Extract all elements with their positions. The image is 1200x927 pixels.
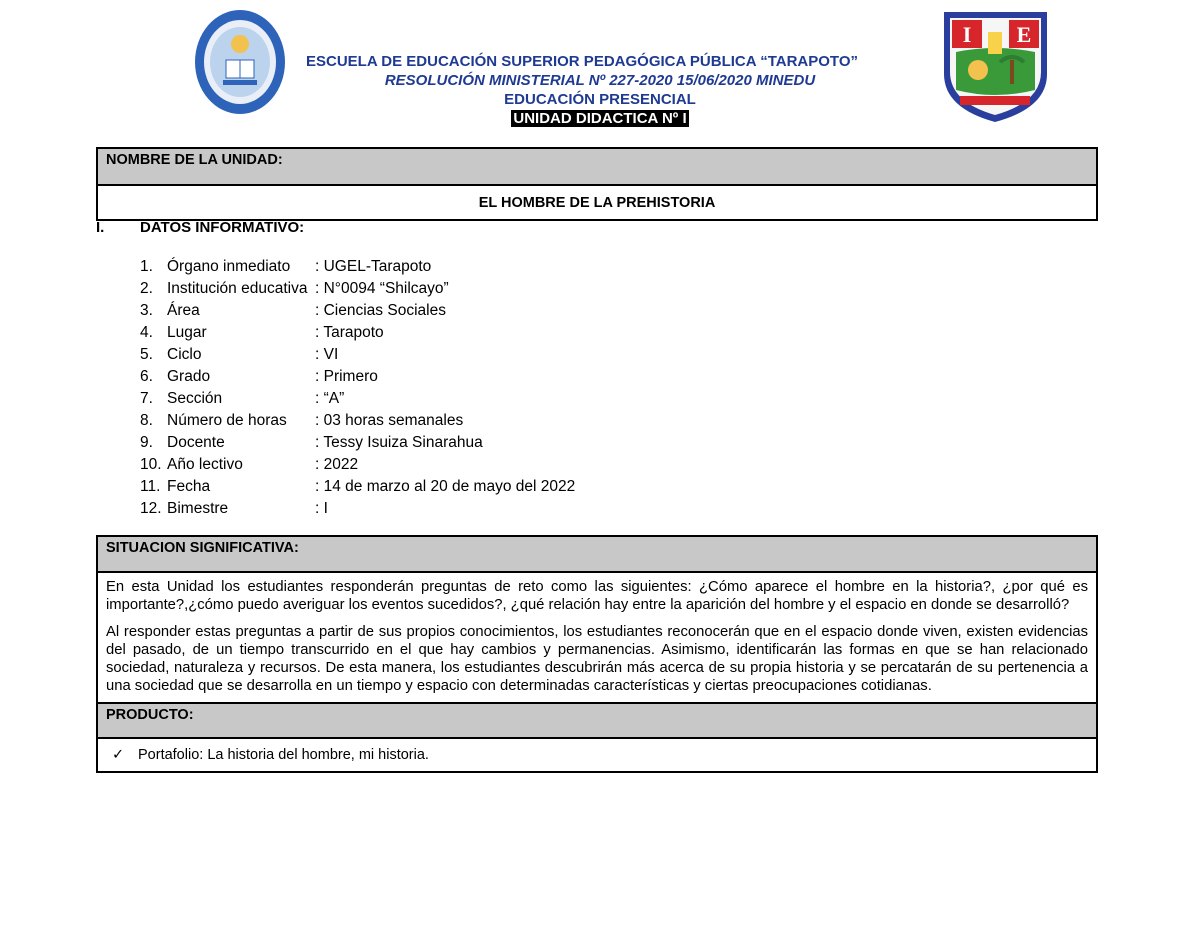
datos-item: 4. Lugar : Tarapoto — [140, 324, 384, 341]
datos-item: 12. Bimestre : I — [140, 500, 328, 517]
datos-item: 10. Año lectivo : 2022 — [140, 456, 359, 473]
school-seal-logo — [193, 8, 287, 116]
situacion-table — [96, 535, 1098, 773]
unit-number-heading — [340, 109, 860, 128]
institution-crest-logo — [938, 4, 1053, 126]
datos-section-title — [96, 219, 304, 236]
crest-letter-e: E — [1016, 22, 1032, 47]
datos-item: 7. Sección : “A” — [140, 390, 345, 407]
resolution-heading: RESOLUCIÓN MINISTERIAL Nº 227-2020 15/06/2020 MINEDU — [384, 72, 816, 89]
datos-item: 1. Órgano inmediato : UGEL-Tarapoto — [140, 258, 432, 275]
datos-item: 5. Ciclo : VI — [140, 346, 339, 363]
situacion-paragraph-1: En esta Unidad los estudiantes responderán preguntas de reto como las siguientes: ¿Cómo aparece el hombre en la historia?, ¿por qué es importante?,¿cómo puedo averiguar los eventos sucedidos?, ¿qué relación hay entre la aparición del hombre y el espacio en donde se desarrolló? — [106, 579, 1088, 614]
school-name-heading: ESCUELA DE EDUCACIÓN SUPERIOR PEDAGÓGICA PÚBLICA “TARAPOTO” — [306, 53, 858, 70]
datos-item: 8. Número de horas : 03 horas semanales — [140, 412, 464, 429]
checkmark-icon: ✓ — [112, 746, 125, 763]
producto-item-text: Portafolio: La historia del hombre, mi historia. — [138, 746, 429, 763]
datos-item: 11. Fecha : 14 de marzo al 20 de mayo del 2022 — [140, 478, 576, 495]
datos-item: 6. Grado : Primero — [140, 368, 378, 385]
datos-section-number: I. — [96, 219, 105, 236]
crest-letter-i: I — [962, 22, 972, 47]
datos-list — [140, 256, 576, 520]
unit-name-value: EL HOMBRE DE LA PREHISTORIA — [97, 185, 1097, 220]
situacion-paragraph-2: Al responder estas preguntas a partir de sus propios conocimientos, los estudiantes reconocerán que en el espacio donde viven, existen evidencias del pasado, de un tiempo transcurrido en el que hay cambios y permanencias. Asimismo, identificarán las formas en que se han relacionado sociedad, naturaleza y recursos. De esta manera, los estudiantes descubrirán más acerca de su propia historia y se percatarán de su pertenencia a una sociedad que se desarrolla en un tiempo y espacio con determinadas características y ciertas preocupaciones cotidianas. — [106, 623, 1088, 695]
situacion-label: SITUACION SIGNIFICATIVA: — [97, 536, 1097, 572]
datos-item: 9. Docente : Tessy Isuiza Sinarahua — [140, 434, 483, 451]
datos-item: 3. Área : Ciencias Sociales — [140, 302, 446, 319]
unit-name-table — [96, 147, 1098, 221]
producto-label: PRODUCTO: — [97, 703, 1097, 738]
unit-name-label: NOMBRE DE LA UNIDAD: — [97, 148, 1097, 185]
unit-number-label: UNIDAD DIDACTICA Nº I — [513, 110, 687, 127]
datos-section-label: DATOS INFORMATIVO: — [140, 219, 305, 236]
modality-heading: EDUCACIÓN PRESENCIAL — [504, 91, 696, 108]
producto-item — [97, 738, 1097, 772]
situacion-body — [97, 572, 1097, 703]
datos-item: 2. Institución educativa : N°0094 “Shilcayo” — [140, 280, 449, 297]
